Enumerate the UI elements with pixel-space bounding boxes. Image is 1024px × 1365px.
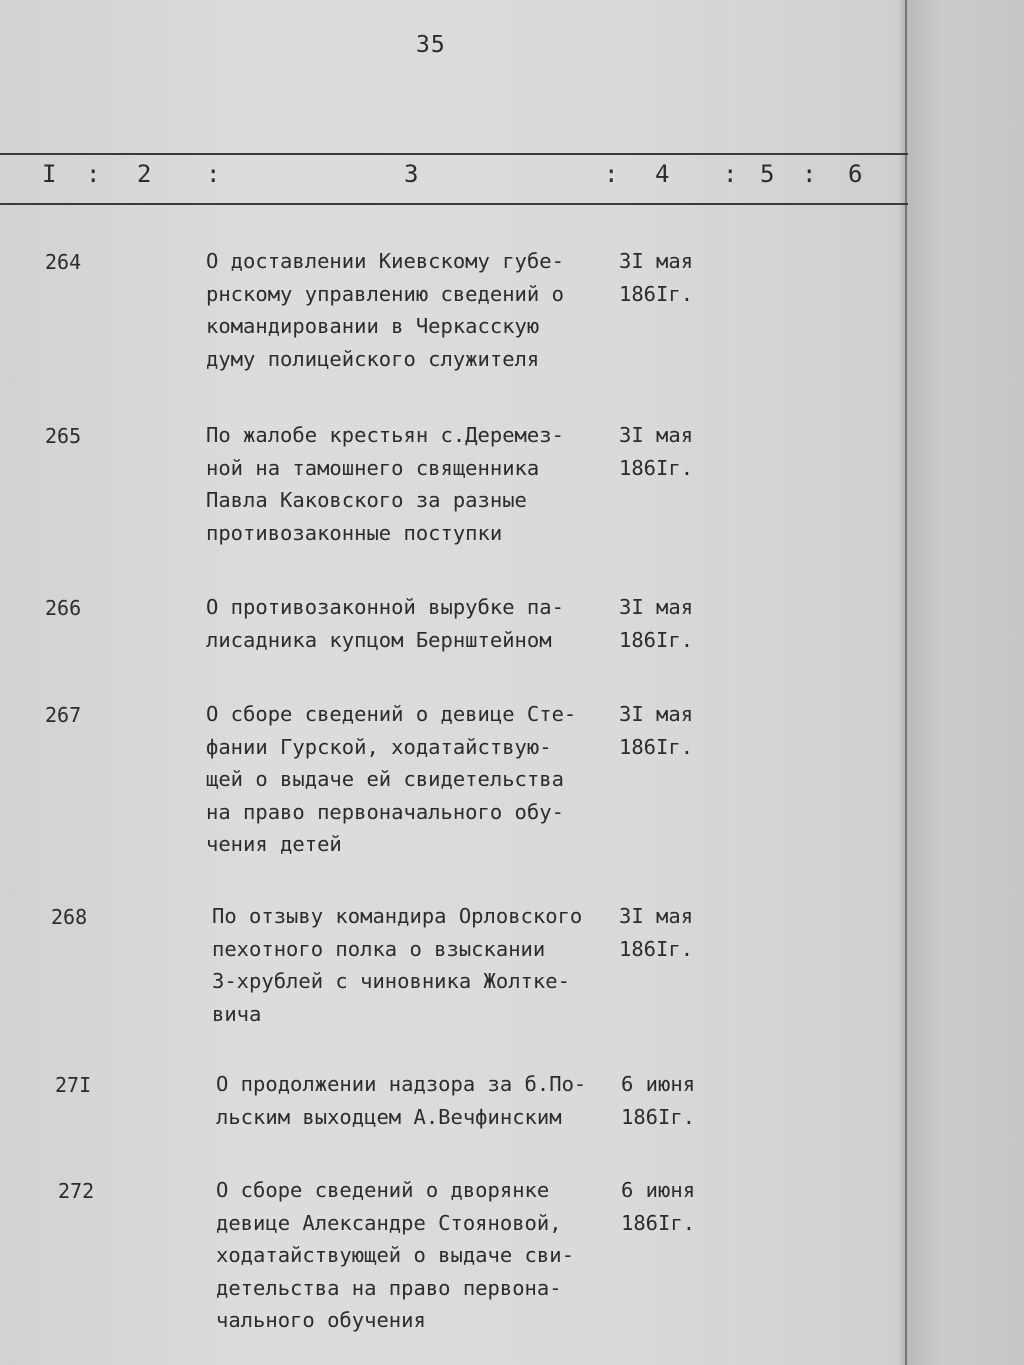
column-header-2: 2	[137, 160, 152, 188]
record-description	[206, 245, 564, 375]
date-year: 186Iг.	[619, 455, 694, 480]
record-date	[619, 698, 693, 763]
description-line: 3-хрублей с чиновника Жолтке-	[212, 969, 570, 993]
description-line: рнскому управлению сведений о	[206, 281, 564, 306]
date-day-month: 3I мая	[619, 595, 694, 619]
record-description	[216, 1174, 574, 1337]
description-line: противозаконные поступки	[206, 520, 503, 545]
description-line: О доставлении Киевскому губе-	[206, 249, 564, 273]
date-year: 186Iг.	[619, 734, 694, 759]
description-line: девице Александре Стояновой,	[216, 1210, 562, 1235]
column-separator: :	[206, 160, 221, 188]
record-description	[206, 419, 564, 549]
description-line: По отзыву командира Орловского	[212, 904, 583, 928]
description-line: Павла Каковского за разные	[206, 488, 527, 512]
record-date	[621, 1174, 695, 1239]
description-line: ной на тамошнего священника	[206, 455, 540, 480]
description-line: думу полицейского служителя	[206, 346, 540, 371]
description-line: ходатайствующей о выдаче сви-	[216, 1243, 574, 1267]
record-description	[206, 698, 576, 861]
date-day-month: 3I мая	[619, 702, 694, 726]
description-line: детельства на право первона-	[216, 1275, 562, 1300]
description-line: командировании в Черкасскую	[206, 314, 540, 338]
record-date	[619, 900, 693, 965]
description-line: щей о выдаче ей свидетельства	[206, 767, 564, 791]
date-day-month: 6 июня	[621, 1178, 696, 1202]
record-date	[619, 245, 693, 310]
record-date	[621, 1068, 695, 1133]
date-year: 186Iг.	[619, 627, 694, 652]
date-year: 186Iг.	[621, 1104, 696, 1129]
date-year: 186Iг.	[621, 1210, 696, 1235]
description-line: чения детей	[206, 832, 342, 856]
record-description	[212, 900, 582, 1030]
column-header-6: 6	[848, 160, 863, 188]
page-number: 35	[416, 32, 446, 58]
column-separator: :	[802, 160, 817, 188]
record-number: 272	[58, 1179, 95, 1203]
description-line: на право первоначального обу-	[206, 799, 564, 824]
column-separator: :	[86, 160, 101, 188]
column-header-4: 4	[655, 160, 670, 188]
column-separator: :	[604, 160, 619, 188]
description-line: О сборе сведений о дворянке	[216, 1178, 550, 1202]
description-line: По жалобе крестьян с.Деремез-	[206, 423, 564, 447]
description-line: льским выходцем А.Вечфинским	[216, 1104, 562, 1129]
header-rule-bottom	[0, 203, 908, 205]
description-line: пехотного полка о взыскании	[212, 936, 546, 961]
record-number: 266	[45, 596, 82, 620]
description-line: вича	[212, 1001, 262, 1026]
date-day-month: 3I мая	[619, 249, 694, 273]
description-line: О сборе сведений о девице Сте-	[206, 702, 577, 726]
record-number: 264	[45, 250, 82, 274]
date-year: 186Iг.	[619, 281, 694, 306]
record-number: 265	[45, 424, 82, 448]
description-line: О продолжении надзора за б.По-	[216, 1072, 587, 1096]
column-header-1: I	[42, 160, 57, 188]
date-day-month: 3I мая	[619, 904, 694, 928]
record-date	[619, 419, 693, 484]
date-day-month: 6 июня	[621, 1072, 696, 1096]
underlying-page	[905, 0, 1024, 1365]
record-number: 27I	[55, 1073, 92, 1097]
date-year: 186Iг.	[619, 936, 694, 961]
record-description	[206, 591, 564, 656]
record-description	[216, 1068, 586, 1133]
description-line: лисадника купцом Бернштейном	[206, 627, 552, 652]
description-line: О противозаконной вырубке па-	[206, 595, 564, 619]
column-header-5: 5	[760, 160, 775, 188]
record-number: 267	[45, 703, 82, 727]
date-day-month: 3I мая	[619, 423, 694, 447]
description-line: фании Гурской, ходатайствую-	[206, 734, 552, 759]
record-number: 268	[51, 905, 88, 929]
header-rule-top	[0, 153, 908, 155]
column-header-3: 3	[404, 160, 419, 188]
record-date	[619, 591, 693, 656]
description-line: чального обучения	[216, 1308, 426, 1332]
column-separator: :	[723, 160, 738, 188]
